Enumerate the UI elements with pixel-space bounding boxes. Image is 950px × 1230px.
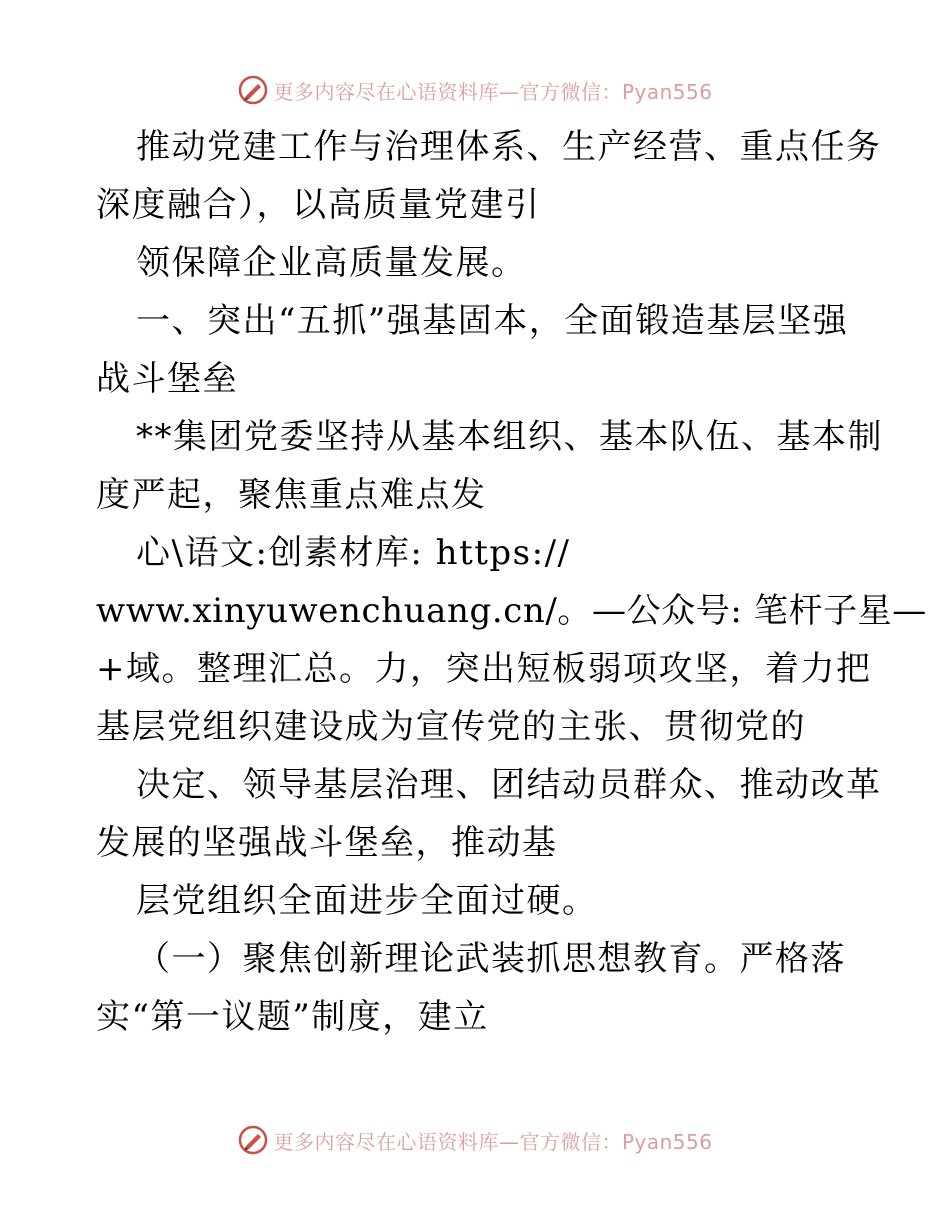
body-line: **集团党委坚持从基本组织、基本队伍、基本制 [136,417,883,457]
section-heading: 一、突出“五抓”强基固本，全面锻造基层坚强 [136,301,849,341]
body-line: 决定、领导基层治理、团结动员群众、推动改革 [136,765,882,805]
body-line: 心\语文:创素材库: https:// [136,533,571,573]
body-line: 推动党建工作与治理体系、生产经营、重点任务 [136,127,882,167]
body-line: 发展的坚强战斗堡垒，推动基 [96,823,558,863]
footer-banner [0,1120,950,1160]
body-line: 层党组织全面进步全面过硬。 [136,881,598,921]
body-line: 领保障企业高质量发展。 [136,243,527,283]
footer-banner-text: 更多内容尽在心语资料库—官方微信：Pyan556 [273,1129,713,1154]
header-banner [0,70,950,110]
body-line-url: www.xinyuwenchuang.cn/。—公众号: 笔杆子星— [96,591,927,631]
subsection-heading: （一）聚焦创新理论武装抓思想教育。严格落 [136,939,846,979]
body-line: 度严起，聚焦重点难点发 [96,475,487,515]
pen-seal-logo-icon [237,74,269,106]
body-line: 实“第一议题”制度，建立 [96,997,489,1037]
pen-seal-logo-icon [237,1124,269,1156]
header-banner-text: 更多内容尽在心语资料库—官方微信：Pyan556 [273,79,713,104]
section-heading-continued: 战斗堡垒 [96,359,238,399]
body-line: 深度融合），以高质量党建引 [96,185,541,225]
body-line: 基层党组织建设成为宣传党的主张、贯彻党的 [96,707,806,747]
body-line: +域。整理汇总。力，突出短板弱项攻坚，着力把 [96,649,872,689]
